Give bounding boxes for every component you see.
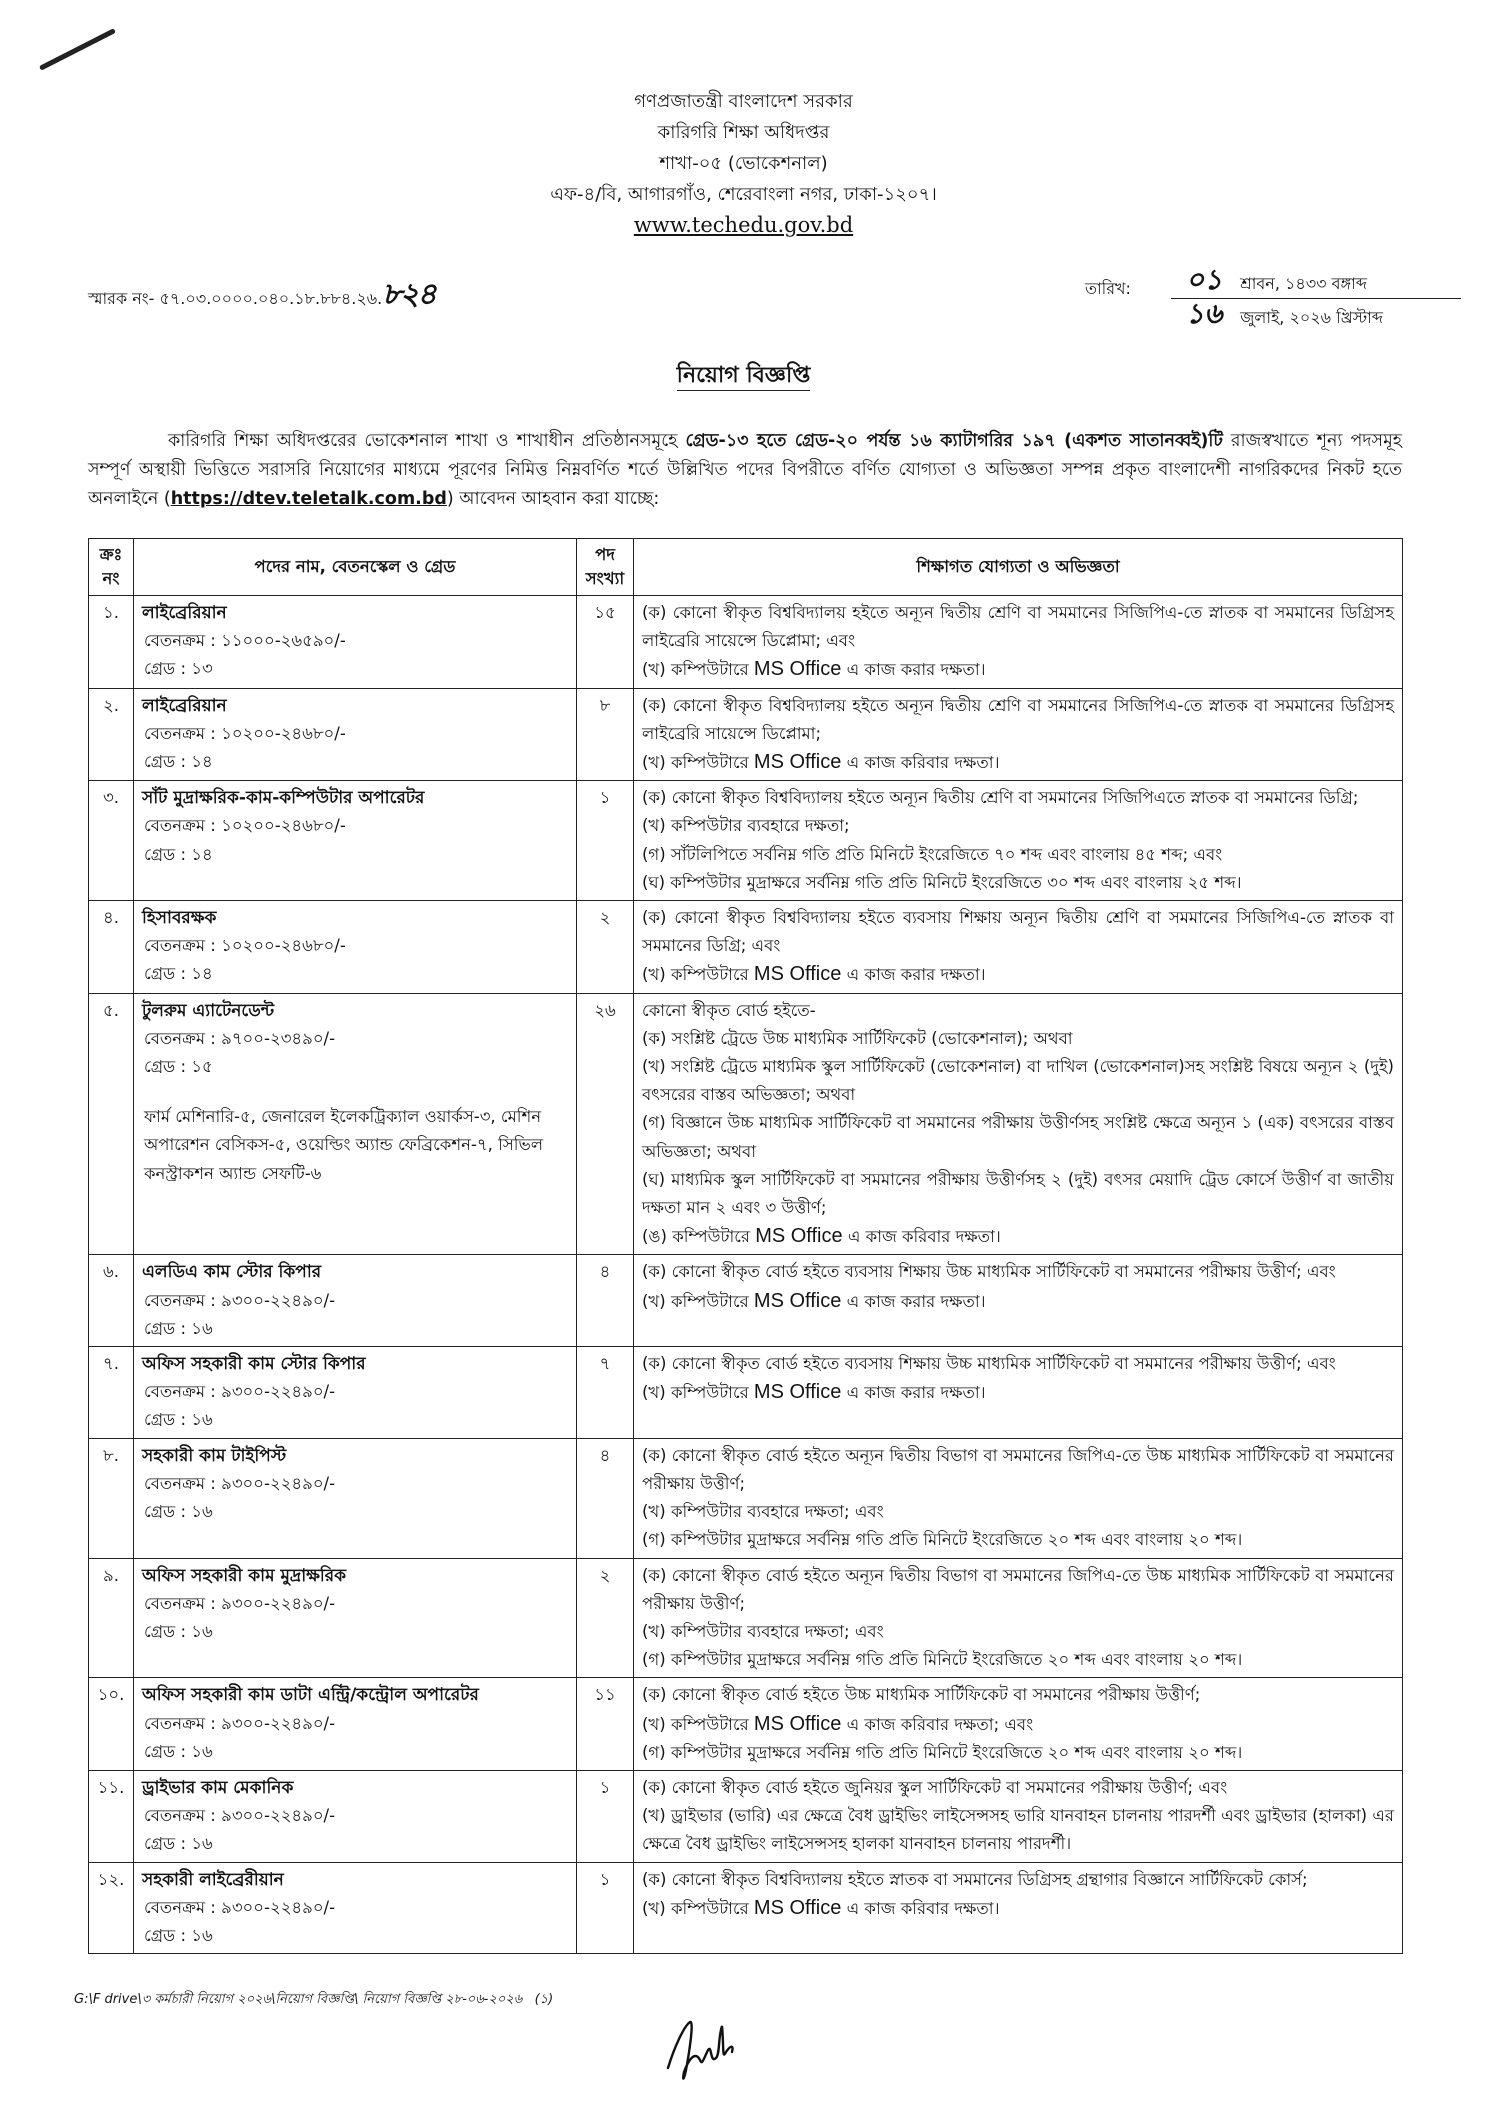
post-name: লাইব্রেরিয়ান bbox=[142, 695, 227, 716]
row-qualification bbox=[634, 1862, 1403, 1954]
english-day: ১৬ bbox=[1185, 297, 1223, 330]
row-post bbox=[134, 688, 577, 781]
qualification-item: (ঘ) মাধ্যমিক স্কুল সার্টিফিকেট বা সমমানের পরীক্ষায় উত্তীর্ণসহ ২ (দুই) বৎসর মেয়াদি ট্রেড কোর্সে উত্তীর্ণ বা জাতীয় দক্ষতা মান ২ এবং ৩ উত্তীর্ণ; bbox=[642, 1169, 1394, 1218]
intro-paragraph: কারিগরি শিক্ষা অধিদপ্তরের ভোকেশনাল শাখা ও শাখাধীন প্রতিষ্ঠানসমূহে গ্রেড-১৩ হতে গ্রেড-২০ পর্যন্ত ১৬ ক্যাটাগরির ১৯৭ (একশত সাতানব্বই)টি রাজস্বখাতে শূন্য পদসমূহ সম্পূর্ণ অস্থায়ী ভিত্তিতে সরাসরি নিয়োগের মাধ্যমে পূরণের নিমিত্ত নিম্নবর্ণিত শর্তে উল্লিখিত পদের বিপরীতে বর্ণিত যোগ্যতা ও অভিজ্ঞতা সম্পন্ন প্রকৃত বাংলাদেশী নাগরিকদের নিকট হতে অনলাইনে (https://dtev.teletalk.com.bd) আবেদন আহবান করা যাচ্ছে: bbox=[88, 431, 1402, 509]
row-qualification bbox=[634, 1770, 1403, 1862]
post-grade: গ্রেড : ১৪ bbox=[144, 964, 213, 984]
qualification-item: (ঘ) কম্পিউটার মুদ্রাক্ষরে সর্বনিম্ন গতি প্রতি মিনিটে ইংরেজিতে ৩০ শব্দ এবং বাংলায় ২৫ শব্দ। bbox=[642, 872, 1242, 892]
qualification-item: (ক) কোনো স্বীকৃত বিশ্ববিদ্যালয় হইতে অন্যূন দ্বিতীয় শ্রেণি বা সমমানের সিজিপিএ-তে স্নাতক বা সমমানের ডিগ্রিসহ লাইব্রেরি সায়েন্সে ডিপ্লোমা; bbox=[642, 695, 1394, 743]
signature bbox=[660, 2008, 740, 2088]
table-header-row bbox=[89, 539, 1403, 596]
application-link[interactable]: https://dtev.teletalk.com.bd bbox=[170, 489, 447, 509]
date-label: তারিখ: bbox=[1085, 279, 1131, 298]
row-count: ৭ bbox=[577, 1347, 634, 1439]
row-count: ১ bbox=[577, 1770, 634, 1862]
row-qualification bbox=[634, 1347, 1403, 1439]
row-post bbox=[134, 1678, 577, 1771]
post-scale: বেতনক্রম : ৯৭০০-২৩৪৯০/- bbox=[144, 1028, 336, 1048]
post-grade: গ্রেড : ১৬ bbox=[144, 1925, 213, 1945]
table-row bbox=[89, 1558, 1403, 1678]
row-post bbox=[134, 901, 577, 994]
post-scale: বেতনক্রম : ১০২০০-২৪৬৮০/- bbox=[144, 816, 346, 836]
qualification-item: (খ) কম্পিউটারে MS Office এ কাজ করার দক্ষতা। bbox=[642, 963, 986, 986]
post-scale: বেতনক্রম : ১০২০০-২৪৬৮০/- bbox=[144, 723, 346, 743]
table-body bbox=[89, 596, 1403, 1954]
post-grade: গ্রেড : ১৬ bbox=[144, 1621, 213, 1641]
qualification-item: (ক) কোনো স্বীকৃত বোর্ড হইতে জুনিয়র স্কুল সার্টিফিকেট বা সমমানের পরীক্ষায় উত্তীর্ণ; এবং bbox=[642, 1777, 1228, 1797]
qualification-item: (খ) কম্পিউটার ব্যবহারে দক্ষতা; এবং bbox=[642, 1621, 884, 1641]
row-qualification bbox=[634, 1438, 1403, 1558]
qualification-item: (ক) কোনো স্বীকৃত বোর্ড হইতে উচ্চ মাধ্যমিক সার্টিফিকেট বা সমমানের পরীক্ষায় উত্তীর্ণ; bbox=[642, 1685, 1201, 1705]
post-grade: গ্রেড : ১৬ bbox=[144, 1741, 213, 1761]
row-qualification bbox=[634, 1558, 1403, 1678]
row-serial: ৪. bbox=[89, 901, 134, 994]
qualification-item: (ক) কোনো স্বীকৃত বোর্ড হইতে ব্যবসায় শিক্ষায় উচ্চ মাধ্যমিক সার্টিফিকেট বা সমমানের পরীক্ষায় উত্তীর্ণ; এবং bbox=[642, 1354, 1336, 1374]
letterhead bbox=[0, 86, 1487, 241]
office-address: এফ-৪/বি, আগারগাঁও, শেরেবাংলা নগর, ঢাকা-১২০৭। bbox=[550, 184, 937, 205]
row-post bbox=[134, 993, 577, 1255]
file-path: G:\F drive\৩ কর্মচারী নিয়োগ ২০২৬\নিয়োগ বিজ্ঞপ্তি\ নিয়োগ বিজ্ঞপ্তি ২৮-০৬-২০২৬ bbox=[74, 1992, 523, 2007]
row-qualification bbox=[634, 1255, 1403, 1347]
row-serial: ৬. bbox=[89, 1255, 134, 1347]
row-count: ১ bbox=[577, 781, 634, 901]
row-qualification bbox=[634, 993, 1403, 1255]
qualification-item: (গ) কম্পিউটার মুদ্রাক্ষরে সর্বনিম্ন গতি প্রতি মিনিটে ইংরেজিতে ২০ শব্দ এবং বাংলায় ২০ শব্দ। bbox=[642, 1530, 1243, 1550]
post-grade: গ্রেড : ১৬ bbox=[144, 1410, 213, 1430]
post-grade: গ্রেড : ১৬ bbox=[144, 1502, 213, 1522]
row-serial: ১০. bbox=[89, 1678, 134, 1771]
row-serial: ৭. bbox=[89, 1347, 134, 1439]
row-count: ৮ bbox=[577, 688, 634, 781]
notice-title: নিয়োগ বিজ্ঞপ্তি bbox=[0, 358, 1487, 395]
post-name: সহকারী লাইব্রেরীয়ান bbox=[142, 1869, 284, 1890]
table-row bbox=[89, 1438, 1403, 1558]
qualification-item: (ঙ) কম্পিউটারে MS Office এ কাজ করিবার দক্ষতা। bbox=[642, 1225, 1001, 1248]
table-row bbox=[89, 1862, 1403, 1954]
row-count: ১৫ bbox=[577, 596, 634, 689]
qualification-item: (ক) কোনো স্বীকৃত বোর্ড হইতে অন্যূন দ্বিতীয় বিভাগ বা সমমানের জিপিএ-তে উচ্চ মাধ্যমিক সার্টিফিকেট বা সমমানের পরীক্ষায় উত্তীর্ণ; bbox=[642, 1565, 1394, 1613]
post-scale: বেতনক্রম : ৯৩০০-২২৪৯০/- bbox=[144, 1897, 336, 1917]
col-serial: ক্রঃ নং bbox=[89, 539, 134, 596]
post-name: এলডিএ কাম স্টোর কিপার bbox=[142, 1262, 322, 1283]
english-month-year: জুলাই, ২০২৬ খ্রিস্টাব্দ bbox=[1240, 308, 1384, 327]
row-serial: ৩. bbox=[89, 781, 134, 901]
qualification-item: (খ) কম্পিউটারে MS Office এ কাজ করার দক্ষতা। bbox=[642, 658, 986, 681]
post-name: হিসাবরক্ষক bbox=[142, 908, 217, 929]
row-serial: ২. bbox=[89, 688, 134, 781]
page-number: (১) bbox=[534, 1992, 554, 2007]
post-name: অফিস সহকারী কাম স্টোর কিপার bbox=[142, 1354, 366, 1375]
bangla-month-year: শ্রাবন, ১৪৩৩ বঙ্গাব্দ bbox=[1240, 274, 1368, 293]
branch-name: শাখা-০৫ (ভোকেশনাল) bbox=[659, 153, 828, 174]
table-row bbox=[89, 688, 1403, 781]
qualification-item: (খ) কম্পিউটারে MS Office এ কাজ করার দক্ষতা। bbox=[642, 1289, 986, 1312]
row-post bbox=[134, 781, 577, 901]
row-serial: ১. bbox=[89, 596, 134, 689]
qualification-item: (ক) কোনো স্বীকৃত বিশ্ববিদ্যালয় হইতে অন্যূন দ্বিতীয় শ্রেণি বা সমমানের সিজিপিএতে স্নাতক বা সমমানের ডিগ্রি; bbox=[642, 788, 1359, 808]
post-scale: বেতনক্রম : ৯৩০০-২২৪৯০/- bbox=[144, 1382, 336, 1402]
post-scale: বেতনক্রম : ৯৩০০-২২৪৯০/- bbox=[144, 1290, 336, 1310]
post-grade: গ্রেড : ১৪ bbox=[144, 752, 213, 772]
post-grade: গ্রেড : ১৪ bbox=[144, 844, 213, 864]
memo-number bbox=[88, 270, 435, 321]
table-row bbox=[89, 781, 1403, 901]
row-post bbox=[134, 1255, 577, 1347]
row-post bbox=[134, 1558, 577, 1678]
col-qualification: শিক্ষাগত যোগ্যতা ও অভিজ্ঞতা bbox=[634, 539, 1403, 596]
row-serial: ৯. bbox=[89, 1558, 134, 1678]
row-qualification bbox=[634, 781, 1403, 901]
row-serial: ৮. bbox=[89, 1438, 134, 1558]
row-count: ২ bbox=[577, 901, 634, 994]
qualification-item: (গ) বিজ্ঞানে উচ্চ মাধ্যমিক সার্টিফিকেট বা সমমানের পরীক্ষায় উত্তীর্ণসহ সংশ্লিষ্ট ক্ষেত্রে অন্যূন ১ (এক) বৎসরের বাস্তব অভিজ্ঞতা; অথবা bbox=[642, 1113, 1394, 1161]
qualification-item: (খ) কম্পিউটার ব্যবহারে দক্ষতা; bbox=[642, 816, 850, 836]
bangla-day: ০১ bbox=[1185, 263, 1223, 296]
post-scale: বেতনক্রম : ১০২০০-২৪৬৮০/- bbox=[144, 936, 346, 956]
qualification-item: (খ) কম্পিউটার ব্যবহারে দক্ষতা; এবং bbox=[642, 1502, 884, 1522]
post-scale: বেতনক্রম : ৯৩০০-২২৪৯০/- bbox=[144, 1473, 336, 1493]
qualification-item: কোনো স্বীকৃত বোর্ড হইতে- bbox=[642, 1000, 816, 1020]
govt-name: গণপ্রজাতন্ত্রী বাংলাদেশ সরকার bbox=[634, 91, 853, 112]
row-post bbox=[134, 1862, 577, 1954]
table-row bbox=[89, 1678, 1403, 1771]
row-count: ৪ bbox=[577, 1255, 634, 1347]
english-date bbox=[1173, 292, 1383, 339]
post-grade: গ্রেড : ১৩ bbox=[144, 659, 213, 679]
row-qualification bbox=[634, 1678, 1403, 1771]
table-row bbox=[89, 596, 1403, 689]
table-row bbox=[89, 1255, 1403, 1347]
row-serial: ১১. bbox=[89, 1770, 134, 1862]
row-count: ১১ bbox=[577, 1678, 634, 1771]
qualification-item: (খ) কম্পিউটারে MS Office এ কাজ করিবার দক্ষতা। bbox=[642, 751, 1000, 774]
post-name: সাঁট মুদ্রাক্ষরিক-কাম-কম্পিউটার অপারেটর bbox=[142, 788, 425, 809]
qualification-item: (ক) কোনো স্বীকৃত বিশ্ববিদ্যালয় হইতে স্নাতক বা সমমানের ডিগ্রিসহ গ্রন্থাগার বিজ্ঞানে সার্টিফিকেট কোর্স; bbox=[642, 1869, 1308, 1889]
memo-label: স্মারক নং- ৫৭.০৩.০০০০.০৪০.১৮.৮৮৪.২৬. bbox=[88, 289, 383, 308]
post-name: সহকারী কাম টাইপিস্ট bbox=[142, 1445, 287, 1466]
post-grade: গ্রেড : ১৫ bbox=[144, 1057, 213, 1077]
row-count: ২৬ bbox=[577, 993, 634, 1255]
memo-handwritten: ৮২৪ bbox=[382, 277, 435, 312]
table-row bbox=[89, 1770, 1403, 1862]
post-name: লাইব্রেরিয়ান bbox=[142, 603, 227, 623]
qualification-item: (খ) কম্পিউটারে MS Office এ কাজ করিবার দক্ষতা; এবং bbox=[642, 1712, 1034, 1735]
qualification-item: (গ) কম্পিউটার মুদ্রাক্ষরে সর্বনিম্ন গতি প্রতি মিনিটে ইংরেজিতে ২০ শব্দ এবং বাংলায় ২০ শব্দ। bbox=[642, 1650, 1243, 1670]
website-link[interactable]: www.techedu.gov.bd bbox=[633, 213, 854, 237]
posts-table bbox=[88, 538, 1403, 1954]
qualification-item: (গ) সাঁটলিপিতে সর্বনিম্ন গতি প্রতি মিনিটে ইংরেজিতে ৭০ শব্দ এবং বাংলায় ৪৫ শব্দ; এবং bbox=[642, 844, 1223, 864]
table-row bbox=[89, 901, 1403, 994]
post-name: ড্রাইভার কাম মেকানিক bbox=[142, 1777, 294, 1798]
post-scale: বেতনক্রম : ১১০০০-২৬৫৯০/- bbox=[144, 631, 346, 651]
file-path-footer bbox=[74, 1990, 553, 2011]
qualification-item: (গ) কম্পিউটার মুদ্রাক্ষরে সর্বনিম্ন গতি প্রতি মিনিটে ইংরেজিতে ২০ শব্দ এবং বাংলায় ২০ শব্দ। bbox=[642, 1742, 1243, 1762]
table-row bbox=[89, 1347, 1403, 1439]
qualification-item: (খ) কম্পিউটারে MS Office এ কাজ করার দক্ষতা। bbox=[642, 1381, 986, 1404]
post-trades: ফার্ম মেশিনারি-৫, জেনারেল ইলেকট্রিক্যাল ওয়ার্কস-৩, মেশিন অপারেশন বেসিকস-৫, ওয়েল্ডিং অ্যান্ড ফেব্রিকেশন-৭, সিভিল কনস্ট্রাকশন অ্যান্ড সেফটি-৬ bbox=[144, 1107, 544, 1183]
row-post bbox=[134, 1347, 577, 1439]
row-count: ১ bbox=[577, 1862, 634, 1954]
qualification-item: (খ) ড্রাইভার (ভারি) এর ক্ষেত্রে বৈধ ড্রাইভিং লাইসেন্সসহ ভারি যানবাহন চালনায় পারদর্শী এবং ড্রাইভার (হালকা) এর ক্ষেত্রে বৈধ ড্রাইভিং লাইসেন্সসহ হালকা যানবাহন চালনায় পারদর্শী। bbox=[642, 1806, 1394, 1854]
post-name: অফিস সহকারী কাম ডাটা এন্ট্রি/কন্ট্রোল অপারেটর bbox=[142, 1685, 479, 1706]
intro-highlight: গ্রেড-১৩ হতে গ্রেড-২০ পর্যন্ত ১৬ ক্যাটাগরির ১৯৭ (একশত সাতানব্বই)টি bbox=[685, 431, 1223, 451]
row-qualification bbox=[634, 901, 1403, 994]
row-post bbox=[134, 1770, 577, 1862]
qualification-item: (ক) সংশ্লিষ্ট ট্রেডে উচ্চ মাধ্যমিক সার্টিফিকেট (ভোকেশনাল); অথবা bbox=[642, 1028, 1073, 1048]
post-grade: গ্রেড : ১৬ bbox=[144, 1318, 213, 1338]
post-scale: বেতনক্রম : ৯৩০০-২২৪৯০/- bbox=[144, 1593, 336, 1613]
post-name: অফিস সহকারী কাম মুদ্রাক্ষরিক bbox=[142, 1565, 347, 1586]
col-post: পদের নাম, বেতনস্কেল ও গ্রেড bbox=[134, 539, 577, 596]
qualification-item: (ক) কোনো স্বীকৃত বিশ্ববিদ্যালয় হইতে অন্যূন দ্বিতীয় শ্রেণি বা সমমানের সিজিপিএ-তে স্নাতক বা সমমানের ডিগ্রিসহ লাইব্রেরি সায়েন্সে ডিপ্লোমা; এবং bbox=[642, 603, 1394, 651]
row-qualification bbox=[634, 596, 1403, 689]
qualification-item: (খ) কম্পিউটারে MS Office এ কাজ করিবার দক্ষতা। bbox=[642, 1896, 1000, 1919]
row-post bbox=[134, 1438, 577, 1558]
post-grade: গ্রেড : ১৬ bbox=[144, 1834, 213, 1854]
post-scale: বেতনক্রম : ৯৩০০-২২৪৯০/- bbox=[144, 1713, 336, 1733]
row-serial: ৫. bbox=[89, 993, 134, 1255]
pen-mark bbox=[39, 28, 116, 71]
row-count: ২ bbox=[577, 1558, 634, 1678]
post-name: টুলরুম এ্যাটেনডেন্ট bbox=[142, 1000, 275, 1021]
row-post bbox=[134, 596, 577, 689]
row-count: ৪ bbox=[577, 1438, 634, 1558]
department-name: কারিগরি শিক্ষা অধিদপ্তর bbox=[657, 122, 830, 143]
qualification-item: (ক) কোনো স্বীকৃত বোর্ড হইতে ব্যবসায় শিক্ষায় উচ্চ মাধ্যমিক সার্টিফিকেট বা সমমানের পরীক্ষায় উত্তীর্ণ; এবং bbox=[642, 1262, 1336, 1282]
post-scale: বেতনক্রম : ৯৩০০-২২৪৯০/- bbox=[144, 1806, 336, 1826]
col-count: পদ সংখ্যা bbox=[577, 539, 634, 596]
row-qualification bbox=[634, 688, 1403, 781]
table-row bbox=[89, 993, 1403, 1255]
row-serial: ১২. bbox=[89, 1862, 134, 1954]
qualification-item: (খ) সংশ্লিষ্ট ট্রেডে মাধ্যমিক স্কুল সার্টিফিকেট (ভোকেশনাল) বা দাখিল (ভোকেশনাল)সহ সংশ্লিষ্ট বিষয়ে অন্যূন ২ (দুই) বৎসরের বাস্তব অভিজ্ঞতা; অথবা bbox=[642, 1057, 1394, 1105]
qualification-item: (ক) কোনো স্বীকৃত বিশ্ববিদ্যালয় হইতে ব্যবসায় শিক্ষায় অন্যূন দ্বিতীয় শ্রেণি বা সমমানের সিজিপিএ-তে স্নাতক বা সমমানের ডিগ্রি; এবং bbox=[642, 908, 1394, 956]
qualification-item: (ক) কোনো স্বীকৃত বোর্ড হইতে অন্যূন দ্বিতীয় বিভাগ বা সমমানের জিপিএ-তে উচ্চ মাধ্যমিক সার্টিফিকেট বা সমমানের পরীক্ষায় উত্তীর্ণ; bbox=[642, 1445, 1394, 1493]
